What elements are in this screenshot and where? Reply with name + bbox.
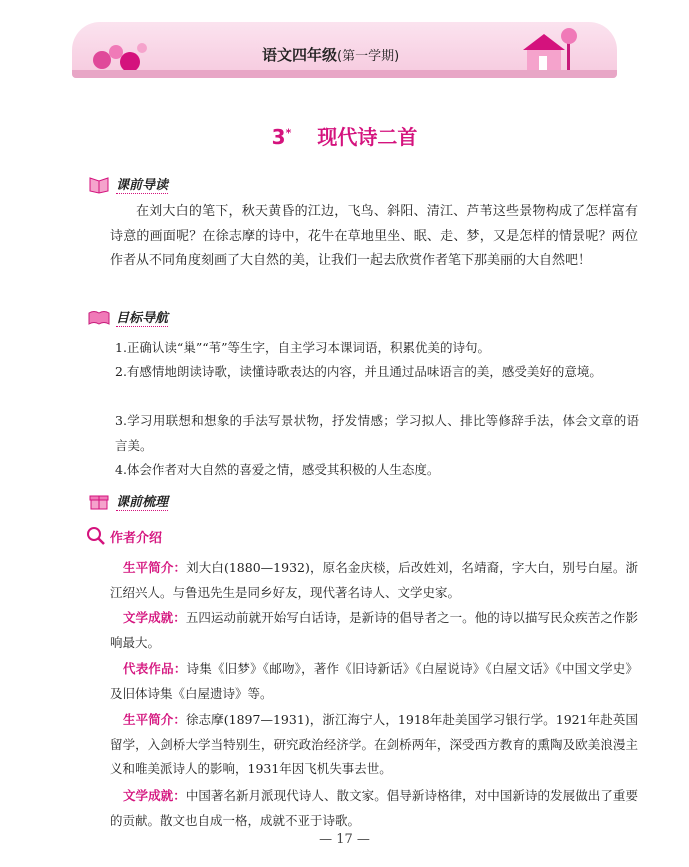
author-entry: 代表作品：诗集《旧梦》《邮吻》，著作《旧诗新话》《白屋说诗》《白屋文话》《中国文学史》及旧体诗集《白屋遗诗》等。 [110,661,638,701]
goal-item: 2.有感情地朗读诗歌，读懂诗歌表达的内容，并且通过品味语言的美，感受美好的意境。 [115,364,602,379]
magnifier-icon [86,526,106,546]
open-book-icon [88,307,110,327]
section-goals: 目标导航 [88,306,168,328]
preview-guide-text: 在刘大白的笔下，秋天黄昏的江边，飞鸟、斜阳、清江、芦苇这些景物构成了怎样富有诗意的画面呢？在徐志摩的诗中，花牛在草地里坐、眠、走、梦，又是怎样的情景呢？两位作者从不同角度刻画了大自然的美，让我们一起去欣赏作者笔下那美丽的大自然吧！ [110,204,638,268]
author-entry: 文学成就：中国著名新月派现代诗人、散文家。倡导新诗格律，对中国新诗的发展做出了重要的贡献。散文也自成一格，成就不亚于诗歌。 [110,788,638,828]
page-number: — 17 — [319,832,370,847]
banner-stripe [72,70,617,78]
goal-item: 1.正确认读“巢”“苇”等生字，自主学习本课词语，积累优美的诗句。 [115,340,490,355]
author-intro-heading: 作者介绍 [86,526,162,546]
author-entry: 生平简介：徐志摩(1897—1931)，浙江海宁人，1918年赴美国学习银行学。1921年赴英国留学，入剑桥大学当特别生，研究政治经济学。在剑桥两年，深受西方教育的熏陶及欧美浪漫主义和唯美派诗人的影响，1931年因飞机失事去世。 [110,712,638,776]
author-entry: 文学成就：五四运动前就开始写白话诗，是新诗的倡导者之一。他的诗以描写民众疾苦之作影响最大。 [110,610,638,650]
author-entry: 生平简介：刘大白(1880—1932)，原名金庆棪，后改姓刘，名靖裔，字大白，别号白屋。浙江绍兴人。与鲁迅先生是同乡好友，现代著名诗人、文学史家。 [110,560,638,600]
header-banner [72,22,617,78]
goal-item: 4.体会作者对大自然的喜爱之情，感受其积极的人生态度。 [115,462,440,477]
section-preview-guide: 课前导读 [88,173,168,195]
section-review: 课前梳理 [88,490,168,512]
lesson-title: 3* 现代诗二首 [271,125,418,149]
book-title: 语文四年级(第一学期) [262,46,400,64]
goal-item: 3.学习用联想和想象的手法写景状物，抒发情感；学习拟人、排比等修辞手法，体会文章的语言美。 [115,413,639,453]
book-icon [88,174,110,194]
gift-icon [88,491,110,511]
